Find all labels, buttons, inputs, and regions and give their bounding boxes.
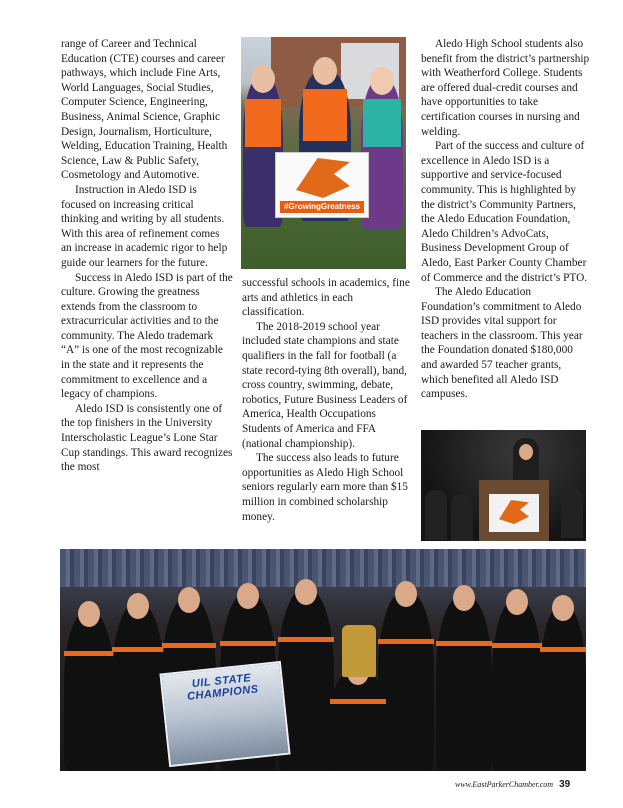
player — [330, 669, 386, 771]
paragraph: Part of the success and culture of excellence in Aledo ISD is a supportive and service-focused community. This is highlighted by the district’s Community Partners, the Aledo Education Foundation, Aledo Children’s AdvoCats, Business Development Group of Aledo, East Parker County Chamber of Commerce and the district’s PTO. — [421, 140, 588, 284]
graduate — [425, 490, 447, 540]
paragraph: Instruction in Aledo ISD is focused on increasing critical thinking and writing by all students. With this area of refinement comes an increase in academic rigor to help guide our learners for the future. — [61, 183, 228, 269]
eagle-logo-icon — [499, 500, 529, 524]
player — [492, 599, 542, 771]
podium — [479, 480, 549, 541]
text-column-2 — [242, 276, 412, 524]
player — [64, 611, 114, 771]
speaker — [513, 438, 539, 482]
footer-url: www.EastParkerChamber.com — [455, 780, 554, 789]
paragraph: The success also leads to future opportunities as Aledo High School seniors regularly earn more than $15 million in combined scholarship money. — [242, 452, 408, 523]
banner-text: UIL STATE CHAMPIONS — [186, 672, 260, 703]
text-column-3 — [421, 37, 591, 402]
paragraph: successful schools in academics, fine arts and athletics in each classification. — [242, 277, 410, 319]
championship-trophy — [342, 625, 376, 677]
paragraph: The Aledo Education Foundation’s commitment to Aledo ISD provides vital support for teachers in the classroom. This year the Foundation donated $180,000 and awarded 57 teacher grants, which benefited all Aledo ISD campuses. — [421, 286, 583, 401]
graduation-photo — [421, 430, 586, 541]
paragraph: Aledo High School students also benefit from the district’s partnership with Weatherford College. Students are offered dual-credit courses and have opportunities to take certification courses in nursing and welding. — [421, 38, 590, 138]
paragraph: Success in Aledo ISD is part of the culture. Growing the greatness extends from the classroom to extracurricular activities and to the community. The Aledo trademark “A” is one of the most recognizable in the state and it represents the commitment to excellence and a legacy of champions. — [61, 271, 233, 401]
graduate — [451, 494, 473, 541]
paragraph: The 2018-2019 school year included state champions and state qualifiers in the fall for football (a state record-tying 8th overall), band, cross country, swimming, debate, robotics, Future Business Leaders of America, Health Occupations Students of America and FFA (national championship). — [242, 320, 408, 450]
football-team-photo — [60, 549, 586, 771]
eagle-logo-icon — [296, 158, 350, 198]
paragraph: Aledo ISD is consistently one of the top finishers in the University Interscholastic League’s Lone Star Cup standings. This award recognizes the most — [61, 402, 233, 474]
students-photo — [241, 37, 406, 269]
growing-greatness-sign — [275, 152, 369, 218]
page-number: 39 — [559, 779, 571, 790]
paragraph: range of Career and Technical Education (CTE) courses and career pathways, which include Fine Arts, World Languages, Social Studies, Computer Science, Engineering, Business, Animal Science, Graphic Design, Journalism, Horticulture, Welding, Education Training, Health Science, Law & Public Safety, Cosmetology and Automotive. — [61, 38, 228, 182]
champions-banner — [159, 661, 290, 767]
stadium-stands — [60, 549, 586, 587]
text-column-1 — [61, 37, 233, 475]
graduate — [561, 488, 583, 538]
page-footer — [455, 779, 570, 790]
player — [540, 605, 586, 771]
player — [378, 591, 434, 771]
player — [112, 603, 164, 771]
sign-hashtag: #GrowingGreatness — [280, 201, 364, 213]
player — [436, 595, 492, 771]
